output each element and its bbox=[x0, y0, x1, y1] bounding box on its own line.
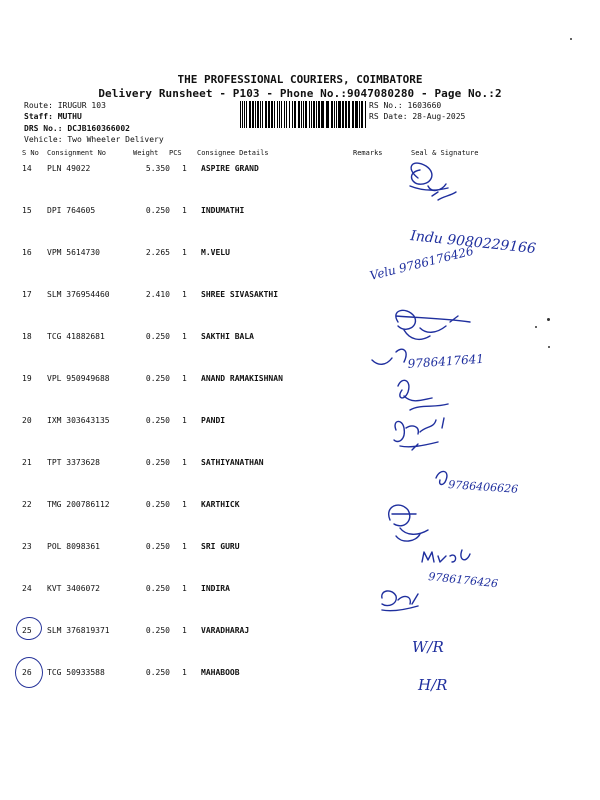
row-sno: 24 bbox=[22, 584, 32, 593]
barcode-bar bbox=[294, 101, 296, 128]
handwritten-contact-15: Indu 9080229166 bbox=[409, 228, 537, 258]
barcode-bar bbox=[316, 101, 317, 128]
drs-number: DRS No.: DCJB160366002 bbox=[24, 124, 130, 133]
barcode-bar bbox=[244, 101, 245, 128]
row-sno: 15 bbox=[22, 206, 32, 215]
handwritten-contact-16: Velu 9786176426 bbox=[368, 243, 475, 283]
barcode-bar bbox=[281, 101, 282, 128]
col-seal-signature: Seal & Signature bbox=[411, 149, 479, 157]
row-consignment: TPT 3373628 bbox=[47, 458, 100, 467]
table-row bbox=[0, 164, 600, 184]
table-row bbox=[0, 500, 600, 520]
row-consignment: KVT 3406072 bbox=[47, 584, 100, 593]
scan-speck bbox=[535, 326, 537, 328]
scan-speck bbox=[547, 318, 550, 321]
barcode-bar bbox=[255, 101, 256, 128]
row-sno: 21 bbox=[22, 458, 32, 467]
row-pcs: 1 bbox=[182, 626, 187, 635]
row-pcs: 1 bbox=[182, 332, 187, 341]
col-sno: S No bbox=[22, 149, 39, 157]
row-sno: 20 bbox=[22, 416, 32, 425]
row-sno: 18 bbox=[22, 332, 32, 341]
col-consignee: Consignee Details bbox=[197, 149, 269, 157]
row-pcs: 1 bbox=[182, 458, 187, 467]
row-consignee: SAKTHI BALA bbox=[201, 332, 254, 341]
table-row bbox=[0, 290, 600, 310]
row-pcs: 1 bbox=[182, 290, 187, 299]
barcode-bar bbox=[359, 101, 360, 128]
barcode-bar bbox=[355, 101, 358, 128]
table-row bbox=[0, 584, 600, 604]
runsheet-title: Delivery Runsheet - P103 - Phone No.:9047080280 - Page No.:2 bbox=[98, 87, 502, 100]
row-sno: 25 bbox=[22, 626, 32, 635]
barcode-bar bbox=[336, 101, 337, 128]
barcode-bar bbox=[303, 101, 304, 128]
row-consignment: DPI 764605 bbox=[47, 206, 96, 215]
row-consignment: PLN 49022 bbox=[47, 164, 91, 173]
row-weight: 2.410 bbox=[145, 290, 170, 299]
row-consignee: ASPIRE GRAND bbox=[201, 164, 259, 173]
table-row bbox=[0, 458, 600, 478]
row-pcs: 1 bbox=[182, 164, 187, 173]
table-row bbox=[0, 248, 600, 268]
row-consignee: PANDI bbox=[201, 416, 226, 425]
col-pcs: PCS bbox=[169, 149, 182, 157]
table-row bbox=[0, 416, 600, 436]
row-weight: 0.250 bbox=[145, 416, 170, 425]
row-weight: 0.250 bbox=[145, 332, 170, 341]
barcode-bar bbox=[246, 101, 247, 128]
barcode-bar bbox=[242, 101, 243, 128]
handwritten-contact-19: 9786417641 bbox=[407, 351, 485, 371]
row-consignment: IXM 303643135 bbox=[47, 416, 110, 425]
barcode-bar bbox=[274, 101, 275, 128]
table-row bbox=[0, 668, 600, 688]
row-sno: 16 bbox=[22, 248, 32, 257]
barcode-bar bbox=[301, 101, 302, 128]
barcode-bar bbox=[348, 101, 350, 128]
handwritten-contact-23: 9786176426 bbox=[427, 570, 499, 591]
row-weight: 0.250 bbox=[145, 374, 170, 383]
barcode bbox=[240, 101, 366, 128]
row-pcs: 1 bbox=[182, 668, 187, 677]
row-pcs: 1 bbox=[182, 416, 187, 425]
barcode-bar bbox=[321, 101, 324, 128]
row-consignment: POL 8098361 bbox=[47, 542, 100, 551]
barcode-bar bbox=[298, 101, 300, 128]
row-consignment: SLM 376954460 bbox=[47, 290, 110, 299]
table-row bbox=[0, 626, 600, 646]
row-pcs: 1 bbox=[182, 542, 187, 551]
row-consignment: TCG 41882681 bbox=[47, 332, 105, 341]
row-consignee: INDIRA bbox=[201, 584, 230, 593]
row-pcs: 1 bbox=[182, 206, 187, 215]
barcode-bar bbox=[268, 101, 270, 128]
row-consignment: VPL 950949688 bbox=[47, 374, 110, 383]
row-consignee: MAHABOOB bbox=[201, 668, 240, 677]
row-consignee: SATHIYANATHAN bbox=[201, 458, 264, 467]
row-sno: 26 bbox=[22, 668, 32, 677]
row-consignee: ANAND RAMAKISHNAN bbox=[201, 374, 283, 383]
row-sno: 23 bbox=[22, 542, 32, 551]
row-consignment: TCG 50933588 bbox=[47, 668, 105, 677]
row-consignee: VARADHARAJ bbox=[201, 626, 250, 635]
barcode-bar bbox=[240, 101, 241, 128]
row-sno: 14 bbox=[22, 164, 32, 173]
row-weight: 0.250 bbox=[145, 626, 170, 635]
barcode-bar bbox=[305, 101, 307, 128]
table-row bbox=[0, 374, 600, 394]
barcode-bar bbox=[286, 101, 287, 128]
row-weight: 0.250 bbox=[145, 206, 170, 215]
row-consignee: M.VELU bbox=[201, 248, 230, 257]
ink-circle-26 bbox=[15, 657, 43, 688]
row-pcs: 1 bbox=[182, 500, 187, 509]
table-row bbox=[0, 332, 600, 352]
scan-speck bbox=[548, 346, 550, 348]
row-pcs: 1 bbox=[182, 584, 187, 593]
row-consignee: KARTHICK bbox=[201, 500, 240, 509]
row-pcs: 1 bbox=[182, 248, 187, 257]
row-sno: 22 bbox=[22, 500, 32, 509]
barcode-bar bbox=[289, 101, 290, 128]
barcode-bar bbox=[338, 101, 341, 128]
rs-date: RS Date: 28-Aug-2025 bbox=[369, 112, 466, 121]
barcode-bar bbox=[277, 101, 278, 128]
barcode-bar bbox=[265, 101, 267, 128]
rs-number: RS No.: 1603660 bbox=[369, 101, 442, 110]
row-weight: 0.250 bbox=[145, 668, 170, 677]
scan-speck bbox=[570, 38, 572, 40]
handwritten-note-26: H/R bbox=[418, 676, 448, 694]
row-consignee: INDUMATHI bbox=[201, 206, 245, 215]
barcode-bar bbox=[309, 101, 310, 128]
barcode-bar bbox=[311, 101, 312, 128]
row-weight: 5.350 bbox=[145, 164, 170, 173]
barcode-bar bbox=[252, 101, 254, 128]
barcode-bar bbox=[271, 101, 273, 128]
handwritten-contact-21: 9786406626 bbox=[447, 478, 519, 496]
barcode-bar bbox=[284, 101, 285, 128]
vehicle-label: Vehicle: Two Wheeler Delivery bbox=[24, 135, 164, 144]
barcode-bar bbox=[345, 101, 347, 128]
company-title: THE PROFESSIONAL COURIERS, COIMBATORE bbox=[177, 73, 423, 86]
barcode-bar bbox=[257, 101, 259, 128]
barcode-bar bbox=[292, 101, 293, 128]
barcode-bar bbox=[249, 101, 251, 128]
handwritten-note-25: W/R bbox=[412, 638, 444, 656]
route-label: Route: IRUGUR 103 bbox=[24, 101, 106, 110]
table-row bbox=[0, 206, 600, 226]
row-pcs: 1 bbox=[182, 374, 187, 383]
barcode-bar bbox=[361, 101, 363, 128]
barcode-bar bbox=[279, 101, 280, 128]
row-consignee: SHREE SIVASAKTHI bbox=[201, 290, 279, 299]
barcode-bar bbox=[313, 101, 315, 128]
row-sno: 19 bbox=[22, 374, 32, 383]
row-consignment: SLM 376819371 bbox=[47, 626, 110, 635]
row-weight: 2.265 bbox=[145, 248, 170, 257]
row-weight: 0.250 bbox=[145, 542, 170, 551]
row-consignment: TMG 200786112 bbox=[47, 500, 110, 509]
col-consignment: Consignment No bbox=[47, 149, 107, 157]
barcode-bar bbox=[342, 101, 344, 128]
row-consignee: SRI GURU bbox=[201, 542, 240, 551]
row-weight: 0.250 bbox=[145, 584, 170, 593]
row-weight: 0.250 bbox=[145, 500, 170, 509]
barcode-bar bbox=[260, 101, 261, 128]
barcode-bar bbox=[262, 101, 263, 128]
barcode-bar bbox=[331, 101, 333, 128]
row-consignment: VPM 5614730 bbox=[47, 248, 100, 257]
barcode-bar bbox=[334, 101, 335, 128]
col-weight: Weight bbox=[133, 149, 159, 157]
signature-row-19 bbox=[372, 349, 484, 371]
staff-label: Staff: MUTHU bbox=[24, 112, 82, 121]
col-remarks: Remarks bbox=[353, 149, 383, 157]
barcode-bar bbox=[326, 101, 329, 128]
barcode-bar bbox=[318, 101, 320, 128]
barcode-bar bbox=[365, 101, 366, 128]
row-weight: 0.250 bbox=[145, 458, 170, 467]
table-row bbox=[0, 542, 600, 562]
barcode-bar bbox=[352, 101, 354, 128]
row-sno: 17 bbox=[22, 290, 32, 299]
